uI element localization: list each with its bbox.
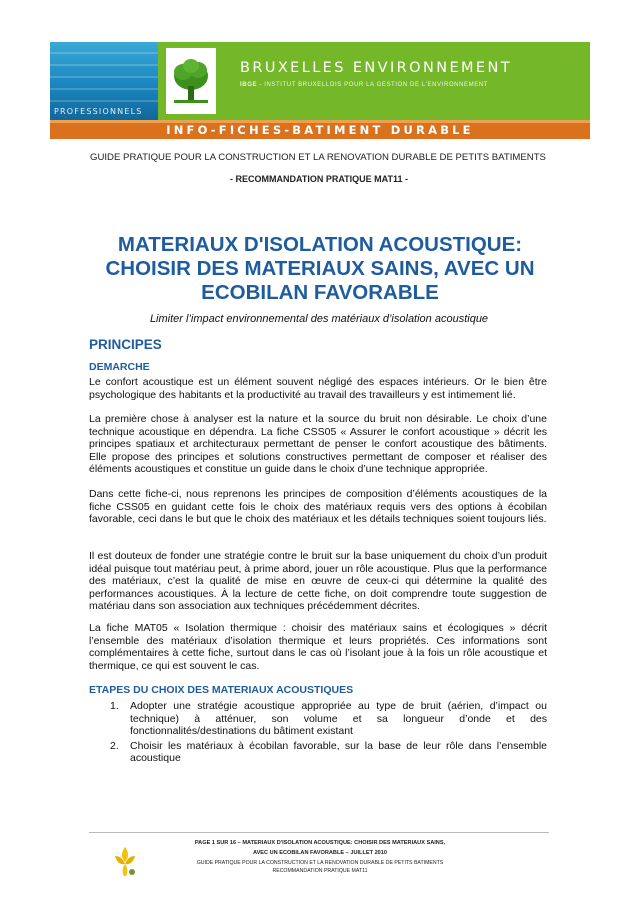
footer-line-2: AVEC UN ECOBILAN FAVORABLE – JUILLET 2010 [252, 850, 388, 856]
footer-line-4: RECOMMANDATION PRATIQUE MAT11 [272, 868, 368, 874]
iris-logo-icon [112, 843, 138, 877]
sub-heading-demarche: DEMARCHE [89, 361, 150, 373]
paragraph: Il est douteux de fonder une stratégie contre le bruit sur la base uniquement du choix d’un produit idéal puisque tout matériau peut, à prime abord, jouer un rôle acoustique. Plus que la performance des matériaux, c’est la qualité de mise en œuvre de ceux-ci qui détermine la qualité des performances acoustiques. À la lecture de cette fiche, on doit comprendre toute suggestion de matériau dans son association aux techniques précédemment décrites. [89, 550, 547, 613]
paragraph: Dans cette fiche-ci, nous reprenons les principes de composition d’éléments acoustiques de la fiche CSS05 en guidant cette fois le choix des matériaux requis vers des options à écobilan favorable, ceci dans le but que le choix des matériaux et les détails techniques soient toujours liés. [89, 488, 547, 526]
page-subtitle: Limiter l’impact environnemental des matériaux d’isolation acoustique [149, 313, 489, 325]
header-banner [50, 42, 590, 139]
banner-green-panel [158, 42, 590, 120]
brand-name: BRUXELLES ENVIRONNEMENT [240, 60, 512, 76]
brand-sub-rest: - INSTITUT BRUXELLOIS POUR LA GESTION DE L'ENVIRONNEMENT [257, 82, 489, 88]
footer-divider [89, 832, 549, 833]
tree-logo-icon [166, 48, 216, 114]
recommendation-line: - RECOMMANDATION PRATIQUE MAT11 - [230, 174, 408, 184]
footer-line-3: GUIDE PRATIQUE POUR LA CONSTRUCTION ET LA RENOVATION DURABLE DE PETITS BATIMENTS [196, 860, 444, 866]
title-line-3: ECOBILAN FAVORABLE [201, 281, 439, 304]
title-line-1: MATERIAUX D'ISOLATION ACOUSTIQUE: [117, 233, 523, 256]
guide-line: GUIDE PRATIQUE POUR LA CONSTRUCTION ET LA RENOVATION DURABLE DE PETITS BATIMENTS [90, 152, 546, 163]
step-number: 1. [110, 700, 119, 712]
paragraph: La fiche MAT05 « Isolation thermique : choisir des matériaux sains et écologiques » décrit l’ensemble des matériaux d’isolation thermique et leurs propriétés. Ces informations sont complémentaires à cette fiche, surtout dans le cas où l’isolant joue à la fois un rôle acoustique et thermique, ce qui est souvent le cas. [89, 622, 547, 672]
step-text: Adopter une stratégie acoustique appropriée au type de bruit (aérien, d’impact ou technique) à atténuer, son volume et sa longueur d’onde et des fonctionnalités/destinations du bâtiment existant [130, 700, 547, 738]
banner-orange-strip [50, 120, 590, 139]
banner-blue-panel [50, 42, 158, 120]
list-item [89, 700, 547, 738]
footer-line-1: PAGE 1 SUR 16 – MATERIAUX D'ISOLATION ACOUSTIQUE: CHOISIR DES MATERIAUX SAINS, [194, 840, 446, 846]
section-label: PROFESSIONNELS [54, 107, 143, 116]
paragraph: Le confort acoustique est un élément souvent négligé des espaces intérieurs. Or le bien être psychologique des habitants et la productivité au travail des travailleurs y est intimement lié. [89, 376, 547, 401]
brand-sub-ibge: IBGE [240, 82, 258, 88]
step-number: 2. [110, 739, 119, 752]
sub-heading-etapes: ETAPES DU CHOIX DES MATERIAUX ACOUSTIQUES [89, 684, 354, 696]
brand-subtitle [240, 82, 488, 88]
paragraph: La première chose à analyser est la nature et la source du bruit non désirable. Le choix d’une technique acoustique en dépendra. La fiche CSS05 « Assurer le confort acoustique » décrit les principes spatiaux et architecturaux permettant de penser le confort acoustique des bâtiments. Elle propose des principes et solutions constructives permettant de composer et réaliser des éléments acoustiques et constitue un guide dans le choix d’une technique appropriée. [89, 413, 547, 476]
title-line-2: CHOISIR DES MATERIAUX SAINS, AVEC UN [105, 257, 535, 280]
page-title [80, 233, 560, 305]
list-item [89, 740, 547, 765]
step-text: Choisir les matériaux à écobilan favorable, sur la base de leur rôle dans l’ensemble acoustique [130, 739, 547, 765]
section-heading: PRINCIPES [89, 337, 162, 352]
series-title: INFO-FICHES-BATIMENT DURABLE [166, 123, 474, 137]
steps-list [89, 700, 547, 767]
